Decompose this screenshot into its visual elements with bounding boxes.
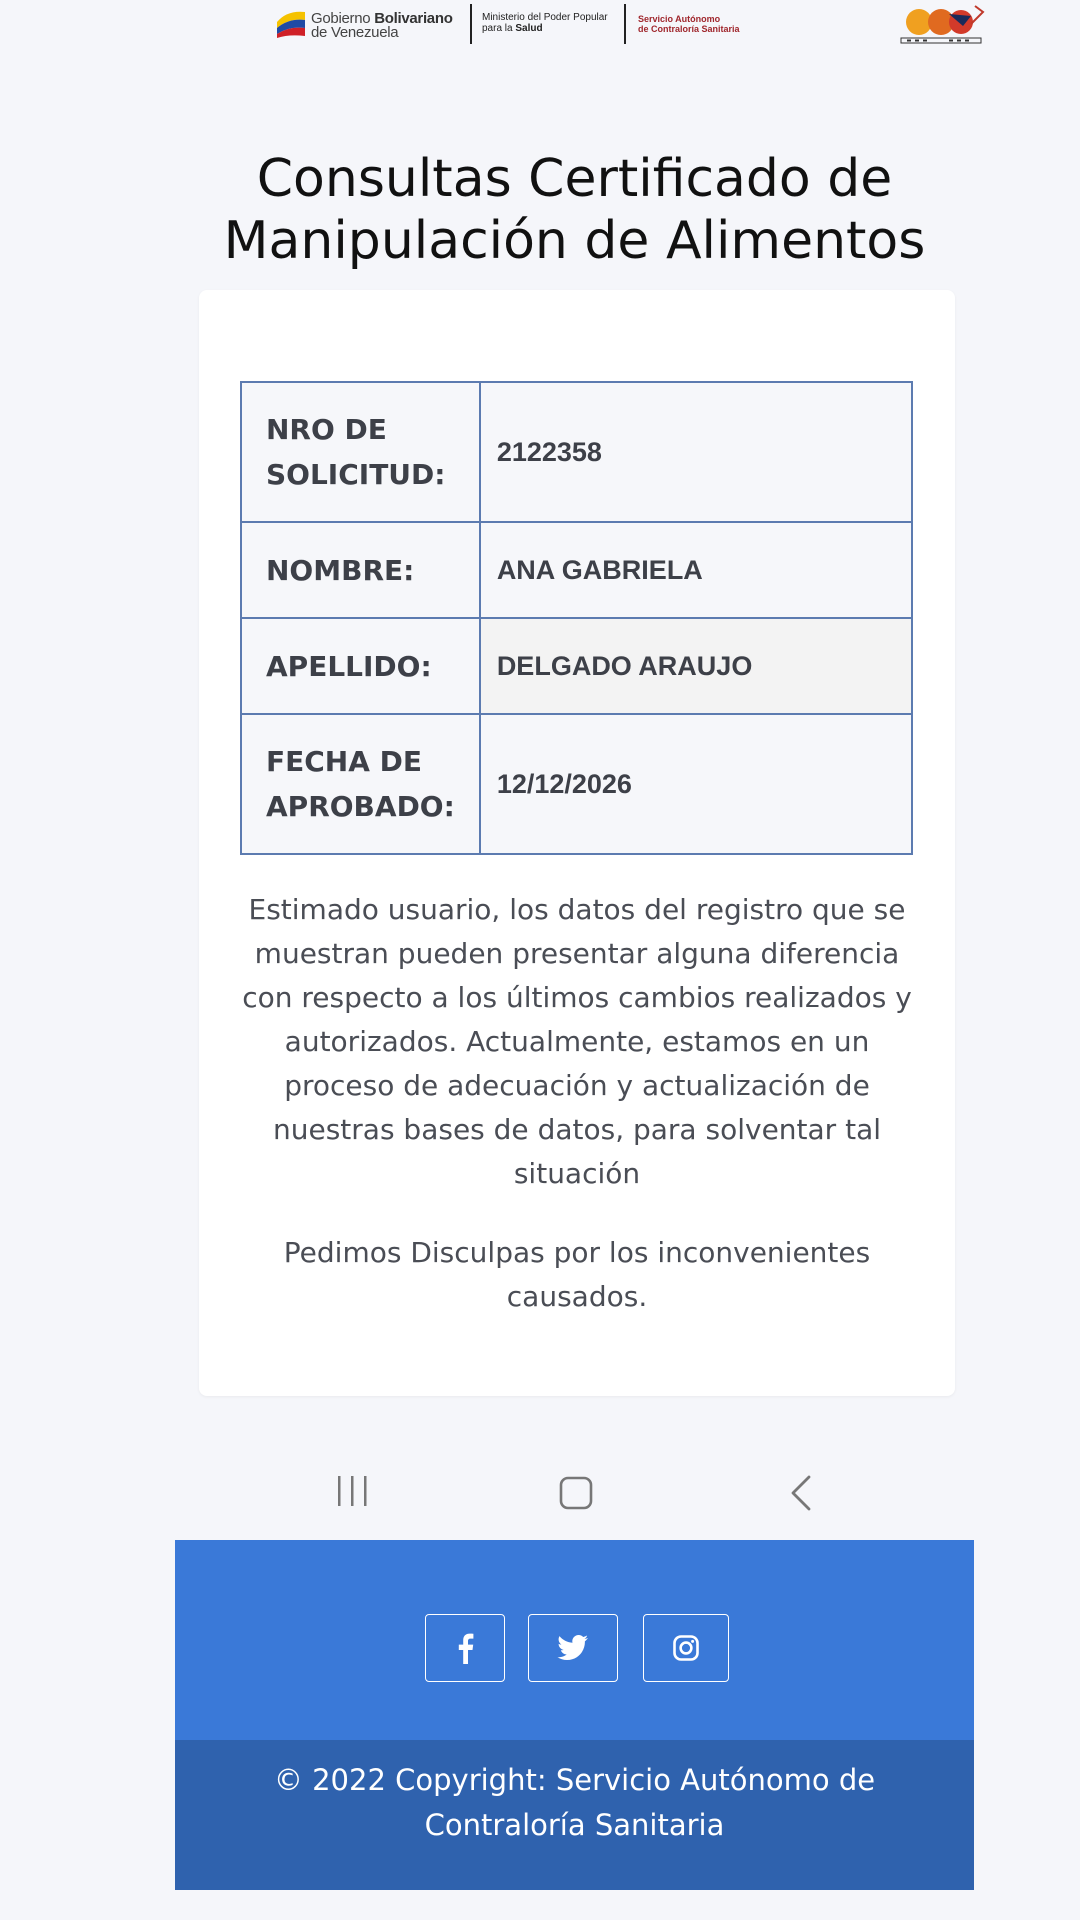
android-nav-bar — [175, 1430, 974, 1540]
result-card — [199, 290, 955, 1396]
header-logo-bar — [225, 0, 925, 50]
gov-logo-text-line2: de Venezuela — [311, 24, 399, 41]
label-line2: APROBADO: — [266, 790, 455, 823]
instagram-button[interactable] — [643, 1614, 729, 1682]
facebook-icon — [455, 1632, 475, 1664]
anniversary-logo-icon — [897, 4, 987, 46]
twitter-icon — [557, 1635, 589, 1661]
apology-text: Pedimos Disculpas por los inconvenientes causados. — [283, 1236, 871, 1313]
footer-social-bar — [175, 1540, 974, 1740]
row-value: DELGADO ARAUJO — [480, 618, 912, 714]
row-value: 12/12/2026 — [480, 714, 912, 854]
instagram-icon — [673, 1635, 699, 1661]
back-icon[interactable] — [787, 1474, 815, 1512]
home-icon[interactable] — [559, 1476, 593, 1510]
sacs-line1: Servicio Autónomo — [638, 14, 721, 24]
title-line2: Manipulación de Alimentos — [223, 211, 926, 271]
certificate-table — [240, 381, 913, 855]
row-label: APELLIDO: — [241, 618, 480, 714]
table-row — [241, 382, 912, 522]
page-title — [175, 148, 974, 272]
row-value: 2122358 — [480, 382, 912, 522]
ministry-line1: Ministerio del Poder Popular — [482, 12, 608, 23]
footer-copyright: © 2022 Copyright: Servicio Autónomo de Contraloría Sanitaria — [175, 1740, 974, 1890]
row-label — [241, 714, 480, 854]
ministry-line2-b: Salud — [515, 23, 543, 34]
venezuela-flag-icon — [275, 8, 307, 38]
row-value: ANA GABRIELA — [480, 522, 912, 618]
notice-text: Estimado usuario, los datos del registro que se muestran pueden presentar alguna diferencia con respecto a los últimos cambios realizados y autorizados. Actualmente, estamos en un proceso de adecuación y actualización de nuestras bases de datos, para solventar tal situación — [242, 893, 912, 1190]
gov-logo-text-a: Gobierno — [311, 10, 375, 27]
title-line1: Consultas Certificado de — [256, 149, 893, 209]
row-label — [241, 382, 480, 522]
label-line1: FECHA DE — [266, 745, 423, 778]
table-row — [241, 714, 912, 854]
table-row — [241, 522, 912, 618]
row-label: NOMBRE: — [241, 522, 480, 618]
ministry-logo — [482, 12, 608, 34]
twitter-button[interactable] — [528, 1614, 618, 1682]
ministry-line2-a: para la — [482, 23, 516, 34]
sacs-logo — [638, 14, 740, 34]
label-line1: NRO DE — [266, 413, 387, 446]
label-line2: SOLICITUD: — [266, 458, 446, 491]
gov-logo-text-b: Bolivariano — [374, 10, 453, 27]
facebook-button[interactable] — [425, 1614, 505, 1682]
logo-divider — [470, 4, 472, 44]
logo-divider — [624, 4, 626, 44]
sacs-line2: de Contraloría Sanitaria — [638, 24, 740, 34]
page — [175, 0, 974, 1890]
table-row — [241, 618, 912, 714]
recent-apps-icon[interactable] — [335, 1474, 371, 1508]
gobierno-bolivariano-logo — [275, 6, 455, 42]
